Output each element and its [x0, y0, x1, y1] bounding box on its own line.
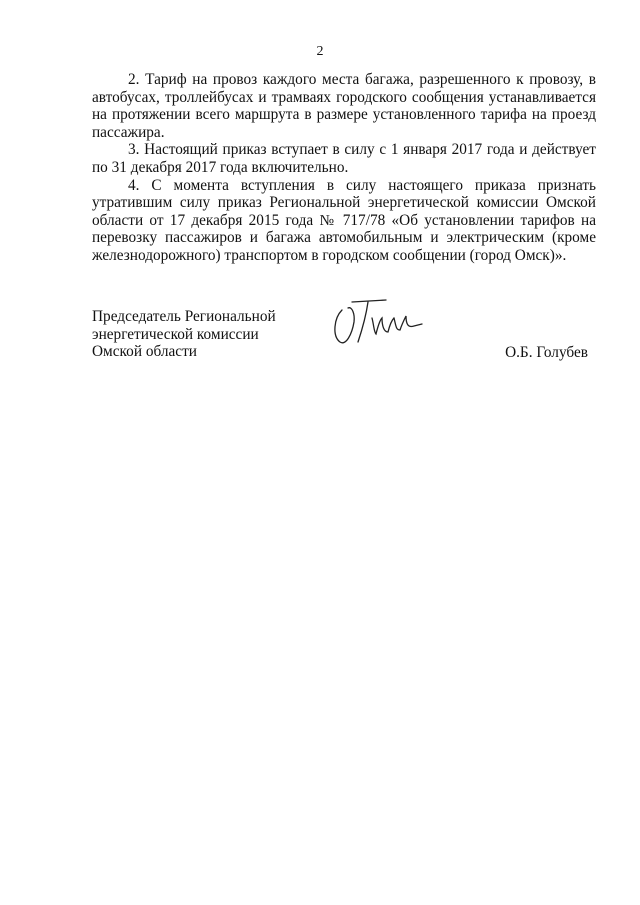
position-line: Омской области [92, 343, 197, 361]
page-number: 2 [316, 44, 324, 59]
paragraph-3: 3. Настоящий приказ вступает в силу с 1 января 2017 года и действует по 31 декабря 2017 года включительно. [92, 141, 596, 176]
position-line: энергетической комиссии [92, 325, 259, 343]
position-line: Председатель Региональной [92, 308, 276, 325]
handwritten-signature [330, 296, 426, 348]
paragraph-2: 2. Тариф на провоз каждого места багажа, разрешенного к провозу, в автобусах, троллейбусах и трамваях городского сообщения устанавливается на протяжении всего маршрута в размере установленного тарифа на проезд пассажира. [92, 71, 596, 141]
signatory-position [92, 308, 276, 361]
paragraph-4: 4. С момента вступления в силу настоящего приказа признать утратившим силу приказ Региональной энергетической комиссии Омской области от 17 декабря 2015 года № 717/78 «Об установлении тарифов на перевозку пассажиров и багажа автомобильным и электрическим (кроме железнодорожного) транспортом в городском сообщении (город Омск)». [92, 176, 596, 264]
document-body [92, 71, 596, 265]
signer-name: О.Б. Голубев [505, 344, 588, 361]
